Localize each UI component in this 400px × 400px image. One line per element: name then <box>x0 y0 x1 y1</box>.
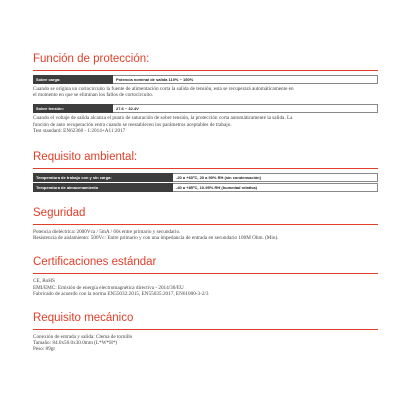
mecanico-text <box>33 334 378 353</box>
spec-document <box>33 52 378 353</box>
section-title-certificaciones: Certificaciones estándar <box>33 256 157 269</box>
text-line: función de auto recuperación entra cuando se reestablecen los parámetros aceptables de trabajo. <box>33 121 232 128</box>
spec-row-storage-temp <box>33 183 378 192</box>
spec-row-overload <box>33 75 378 84</box>
seguridad-text <box>33 229 378 241</box>
spec-value-overvoltage: 27.6 ~ 32.4V <box>113 104 378 113</box>
section-rule <box>33 329 378 330</box>
spec-value-work-temp: -20 a +60ºC, 20 a 90% RH (sin condensación) <box>173 173 378 182</box>
text-line: Tamaño: 84.0x56.0x30.0mm (L*W*H*) <box>33 340 118 347</box>
spec-row-work-temp <box>33 173 378 182</box>
spec-row-overvoltage <box>33 104 378 113</box>
spec-label-overvoltage: Sobre tensión: <box>33 104 113 113</box>
spec-label-work-temp: Temperatura de trabajo con y sin carga: <box>33 173 173 182</box>
text-line: CE, RoHS <box>33 278 55 285</box>
certificaciones-text <box>33 278 378 297</box>
text-line: Test standard: EN62368 - 1:2014+A11:2017 <box>33 127 126 134</box>
section-certificaciones <box>33 255 378 297</box>
text-line: el momento en que se eliminan los fallos de cortocircuito. <box>33 92 154 99</box>
text-line: EMI/EMC: Emisión de energía electromagnética directiva - 2014/30/EU <box>33 284 184 291</box>
text-line: Peso: 89gr <box>33 346 56 353</box>
overvoltage-description <box>33 115 378 134</box>
text-line: Conexión de entrada y salida: Clema de tornillo <box>33 334 133 341</box>
spec-value-storage-temp: -40 a +85ºC, 10-95% RH (humedad relativa) <box>173 183 378 192</box>
section-title-mecanico: Requisito mecánico <box>33 312 134 325</box>
overload-description <box>33 86 378 98</box>
text-line: Fabricado de acuerdo con la norma EN55032:2015, EN55035:2017, EN61000-3-2/3 <box>33 290 209 297</box>
text-line: Cuando el voltaje de salida alcanza el punto de saturación de sobre tensión, la protección corta automáticamente la salida. La <box>33 115 293 122</box>
spec-label-storage-temp: Temperatura de almacenamiento <box>33 183 173 192</box>
section-ambiental <box>33 150 378 192</box>
text-line: Resistencia de aislamiento: 500Vc: Entre primario y con una impedancia de entrada en secundario 100M Ohm. (Min). <box>33 235 279 242</box>
section-title-proteccion: Función de protección: <box>33 53 150 65</box>
spec-value-overload: Potencia nominal de salida 110% ~ 150% <box>113 75 378 84</box>
section-mecanico <box>33 311 378 353</box>
text-line: Potencia dieléctrica: 2000Vca / 5mA / 60s entre primario y secundario. <box>33 229 181 236</box>
text-line: Cuando se origina un cortocircuito la fuente de alimentación corta la salida de tensión, esta se recuperará automáticamente en <box>33 86 294 92</box>
section-title-seguridad: Seguridad <box>33 207 86 220</box>
section-rule <box>33 70 378 71</box>
section-title-ambiental: Requisito ambiental: <box>33 151 138 164</box>
section-rule <box>33 273 378 274</box>
spec-label-overload: Sobre carga: <box>33 75 113 84</box>
section-rule <box>33 168 378 169</box>
section-proteccion <box>33 52 378 134</box>
section-rule <box>33 224 378 225</box>
section-seguridad <box>33 206 378 241</box>
